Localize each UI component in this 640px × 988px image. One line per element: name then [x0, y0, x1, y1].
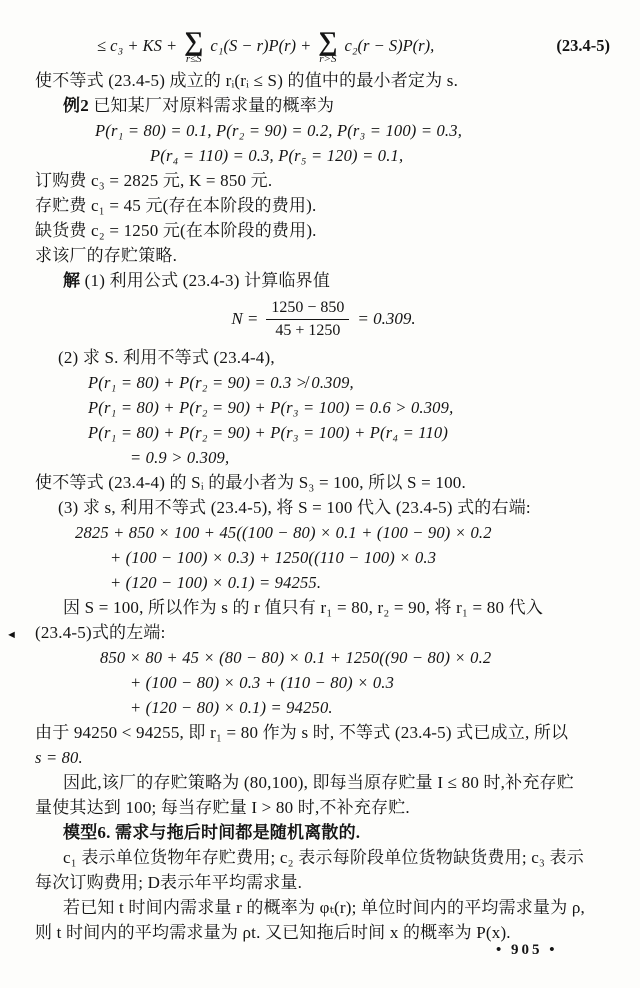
text-line	[35, 770, 612, 795]
line-text: P(r₁ = 80) = 0.1, P(r₂ = 90) = 0.2, P(r₃ = 100) = 0.3,	[95, 121, 463, 140]
text-line	[35, 795, 612, 820]
text-line	[35, 118, 612, 143]
text-line	[6, 620, 612, 645]
text-line	[35, 268, 612, 293]
formula-body-1: c₁(S − r)P(r) +	[210, 36, 312, 55]
line-bold-prefix: 解	[63, 271, 81, 290]
line-text: P(r₁ = 80) + P(r₂ = 90) + P(r₃ = 100) + P(r₄ = 110)	[88, 423, 449, 442]
text-line	[35, 143, 612, 168]
paragraph-block-2	[6, 345, 612, 945]
equation-number: (23.4-5)	[556, 36, 610, 55]
text-line	[35, 745, 612, 770]
summation-term-1	[184, 28, 203, 64]
text-line	[35, 420, 612, 445]
text-line	[35, 520, 612, 545]
line-text: + (100 − 80) × 0.3 + (110 − 80) × 0.3	[130, 673, 395, 692]
text-line	[35, 570, 612, 595]
line-text: 已知某厂对原料需求量的概率为	[88, 96, 335, 115]
text-line	[35, 93, 612, 118]
line-text: (3) 求 s, 利用不等式 (23.4-5), 将 S = 100 代入 (23.4-5) 式的右端:	[58, 498, 531, 517]
line-text: P(r₁ = 80) + P(r₂ = 90) = 0.3 ≯ 0.309,	[88, 373, 354, 392]
fraction-denominator: 45 + 1250	[275, 321, 341, 339]
fraction-lhs: N =	[231, 309, 259, 328]
paragraph-block-1	[35, 68, 612, 293]
margin-arrow-mark: ◄	[6, 629, 18, 641]
text-line	[35, 218, 612, 243]
summation-limit-1: r≤S	[185, 53, 202, 65]
text-line	[35, 495, 612, 520]
text-line	[35, 345, 612, 370]
page-content	[6, 24, 612, 945]
text-line	[35, 870, 612, 895]
line-text: (23.4-5)式的左端:	[35, 623, 166, 642]
text-line	[35, 845, 612, 870]
text-line	[35, 168, 612, 193]
line-text: 850 × 80 + 45 × (80 − 80) × 0.1 + 1250((90 − 80) × 0.2	[100, 648, 492, 667]
sigma-icon: ∑	[184, 26, 204, 56]
critical-value-formula	[35, 293, 612, 345]
inequality-formula-23-4-5	[35, 24, 612, 68]
line-text: P(r₁ = 80) + P(r₂ = 90) + P(r₃ = 100) = 0.6 > 0.309,	[88, 398, 454, 417]
line-text: + (120 − 80) × 0.1) = 94250.	[130, 698, 333, 717]
formula-body-2: c₂(r − S)P(r),	[344, 36, 435, 55]
text-line	[35, 695, 612, 720]
line-text: 则 t 时间内的平均需求量为 ρt. 又已知拖后时间 x 的概率为 P(x).	[35, 923, 511, 942]
text-line	[35, 243, 612, 268]
line-text: 求该厂的存贮策略.	[35, 246, 178, 265]
line-text: 2825 + 850 × 100 + 45((100 − 80) × 0.1 + (100 − 90) × 0.2	[75, 523, 492, 542]
page-number: • 905 •	[496, 942, 558, 958]
summation-term-2	[318, 28, 337, 64]
fraction	[266, 298, 349, 341]
line-text: P(r₄ = 110) = 0.3, P(r₅ = 120) = 0.1,	[150, 146, 404, 165]
line-text: 使不等式 (23.4-5) 成立的 rᵢ(rᵢ ≤ S) 的值中的最小者定为 s.	[35, 71, 459, 90]
text-line	[35, 895, 612, 920]
line-text: 使不等式 (23.4-4) 的 Sᵢ 的最小者为 S₃ = 100, 所以 S = 100.	[35, 473, 466, 492]
text-line	[35, 370, 612, 395]
line-text: + (120 − 100) × 0.1) = 94255.	[110, 573, 322, 592]
formula-prefix: ≤ c₃ + KS +	[97, 36, 178, 55]
fraction-rhs: = 0.309.	[357, 309, 416, 328]
line-text: 因此,该厂的存贮策略为 (80,100), 即每当原存贮量 I ≤ 80 时,补充存贮	[63, 773, 574, 792]
line-text: 存贮费 c₁ = 45 元(存在本阶段的费用).	[35, 196, 317, 215]
line-text: 若已知 t 时间内需求量 r 的概率为 φₜ(r); 单位时间内的平均需求量为 ρ,	[63, 898, 585, 917]
text-line	[35, 645, 612, 670]
line-text: 量使其达到 100; 每当存贮量 I > 80 时,不补充存贮.	[35, 798, 410, 817]
line-text: (1) 利用公式 (23.4-3) 计算临界值	[80, 271, 331, 290]
text-line	[35, 68, 612, 93]
text-line	[35, 395, 612, 420]
line-text: 订购费 c₃ = 2825 元, K = 850 元.	[35, 171, 273, 190]
line-text: c₁ 表示单位货物年存贮费用; c₂ 表示每阶段单位货物缺货费用; c₃ 表示	[63, 848, 584, 867]
line-text: 由于 94250 < 94255, 即 r₁ = 80 作为 s 时, 不等式 (23.4-5) 式已成立, 所以	[35, 723, 569, 742]
line-text: 缺货费 c₂ = 1250 元(在本阶段的费用).	[35, 221, 317, 240]
text-line	[35, 470, 612, 495]
line-text: 每次订购费用; D表示年平均需求量.	[35, 873, 303, 892]
line-text: = 0.9 > 0.309,	[130, 448, 230, 467]
summation-limit-2: r>S	[319, 53, 337, 65]
line-text: (2) 求 S. 利用不等式 (23.4-4),	[58, 348, 275, 367]
text-line	[35, 720, 612, 745]
sigma-icon: ∑	[318, 26, 338, 56]
text-line	[35, 595, 612, 620]
text-line	[35, 820, 612, 845]
line-text: 模型6. 需求与拖后时间都是随机离散的.	[63, 823, 361, 842]
line-text: + (100 − 100) × 0.3) + 1250((110 − 100) × 0.3	[110, 548, 437, 567]
text-line	[35, 193, 612, 218]
text-line	[35, 445, 612, 470]
line-bold-prefix: 例2	[63, 96, 89, 115]
line-text: 因 S = 100, 所以作为 s 的 r 值只有 r₁ = 80, r₂ = 90, 将 r₁ = 80 代入	[63, 598, 544, 617]
fraction-numerator: 1250 − 850	[266, 298, 349, 320]
text-line	[35, 545, 612, 570]
line-text: s = 80.	[35, 748, 83, 767]
text-line	[35, 670, 612, 695]
